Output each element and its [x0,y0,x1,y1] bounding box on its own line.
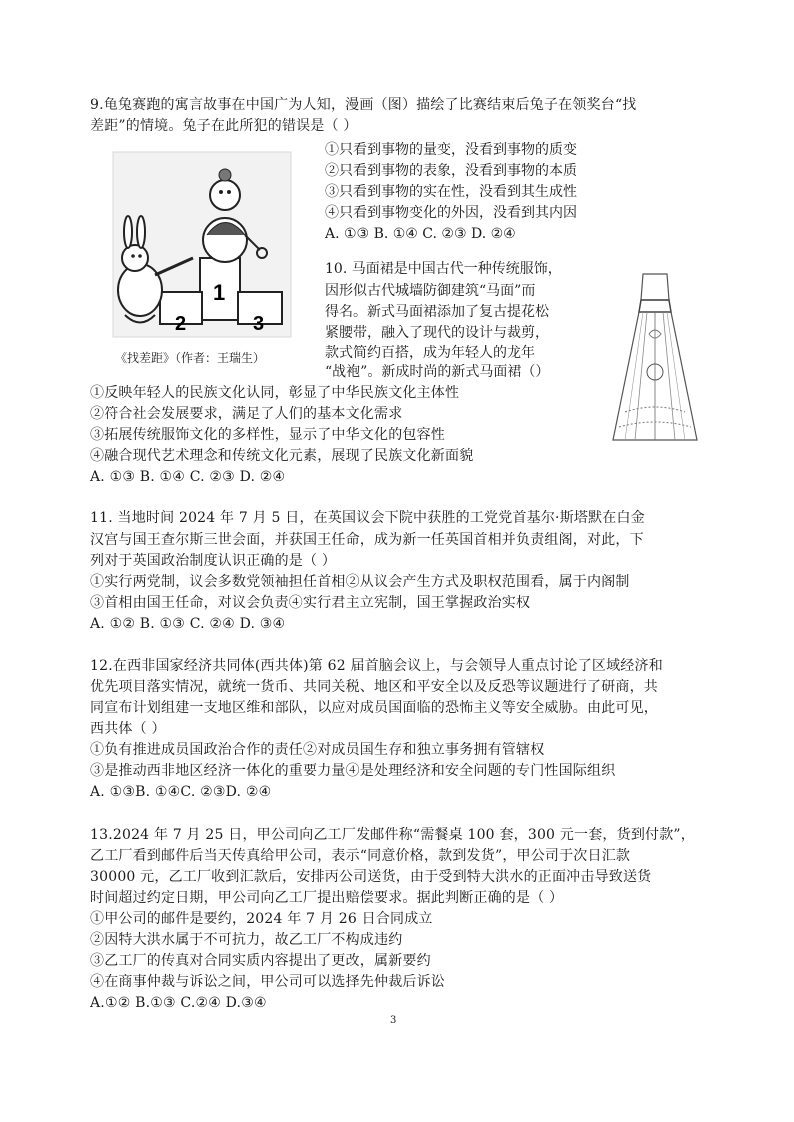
q10-stem-line-3: 得名。新式马面裙添加了复古提花松 [325,304,549,320]
q12-statement-2: ③是推动西非地区经济一体化的重要力量④是处理经济和安全问题的专门性国际组织 [90,763,616,779]
podium-second-label: 2 [175,313,187,335]
q9-option-2: ②只看到事物的表象，没看到事物的本质 [325,163,577,179]
q10-statement-1: ①反映年轻人的民族文化认同，彰显了中华民族文化主体性 [90,385,460,401]
q12-answer-choices: A. ①③B. ①④C. ②③D. ②④ [90,784,272,800]
q9-answer-choices: A. ①③ B. ①④ C. ②③ D. ②④ [325,226,516,242]
q10-stem-line-5: 款式简约百搭，成为年轻人的龙年 [325,345,535,361]
q13-statement-1: ①甲公司的邮件是要约，2024 年 7 月 26 日合同成立 [90,911,433,927]
q13-stem-line-1: 13.2024 年 7 月 25 日，甲公司向乙工厂发邮件称“需餐桌 100 套，300 元一套，货到付款”， [90,827,695,843]
q10-stem-line-1: 10. 马面裙是中国古代一种传统服饰， [325,261,562,277]
q11-statement-1: ①实行两党制，议会多数党领袖担任首相②从议会产生方式及职权范围看，属于内阁制 [90,574,630,590]
q13-stem-line-2: 乙工厂看到邮件后当天传真给甲公司，表示“同意价格，款到发货”，甲公司于次日汇款 [90,848,631,864]
q9-option-3: ③只看到事物的实在性，没看到其生成性 [325,184,577,200]
q12-stem-line-2: 优先项目落实情况，就统一货币、共同关税、地区和平安全以及反恐等议题进行了研商，共 [90,679,658,695]
q9-stem-line-2: 差距”的情境。兔子在此所犯的错误是（ ） [90,118,358,134]
q11-statement-2: ③首相由国王任命，对议会负责④实行君主立宪制，国王掌握政治实权 [90,595,531,611]
podium-first-label: 1 [213,280,226,305]
q13-statement-4: ④在商事仲裁与诉讼之间，甲公司可以选择先仲裁后诉讼 [90,974,445,990]
q11-stem-line-3: 列对于英国政治制度认识正确的是（ ） [90,553,337,569]
q10-statement-2: ②符合社会发展要求，满足了人们的基本文化需求 [90,406,403,422]
q13-answer-choices: A.①② B.①③ C.②④ D.③④ [90,995,267,1011]
comic-caption: 《找差距》（作者：王瑞生） [115,351,266,365]
q9-option-4: ④只看到事物变化的外因，没看到其内因 [325,205,577,221]
q11-stem-line-1: 11. 当地时间 2024 年 7 月 5 日，在英国议会下院中获胜的工党党首基尔·斯塔默在白金 [90,510,645,526]
q10-statement-4: ④融合现代艺术理念和传统文化元素，展现了民族文化新面貌 [90,448,474,464]
q10-stem-line-6: “战袍”。新成时尚的新式马面裙（） [325,364,550,380]
q10-stem-line-4: 紧腰带，融入了现代的设计与裁剪， [325,325,549,341]
comic-find-the-gap-figure [95,140,295,346]
q10-answer-choices: A. ①③ B. ①④ C. ②③ D. ②④ [90,469,286,485]
q11-stem-line-2: 汉宫与国王查尔斯三世会面，并获国王任命，成为新一任英国首相并负责组阁，对此，下 [90,532,644,548]
q13-stem-line-3: 30000 元，乙工厂收到汇款后，安排丙公司送货，由于受到特大洪水的正面冲击导致送货 [90,869,652,885]
q13-statement-3: ③乙工厂的传真对合同实质内容提出了更改，属新要约 [90,953,431,969]
podium-third-label: 3 [253,313,265,335]
q13-stem-line-4: 时间超过约定日期，甲公司向乙工厂提出赔偿要求。据此判断正确的是（ ） [90,890,564,906]
q10-statement-3: ③拓展传统服饰文化的多样性，显示了中华文化的包容性 [90,427,445,443]
q12-statement-1: ①负有推进成员国政治合作的责任②对成员国生存和独立事务拥有管辖权 [90,742,545,758]
q12-stem-line-4: 西共体（ ） [90,721,166,737]
horse-face-skirt-illustration [605,262,705,452]
q12-stem-line-3: 同宣布计划组建一支地区维和部队，以应对成员国面临的恐怖主义等安全威胁。由此可见， [90,700,658,716]
q10-stem-line-2: 因形似古代城墙防御建筑“马面”而 [325,283,536,299]
page-number: 3 [390,1015,397,1026]
q9-option-1: ①只看到事物的量变，没看到事物的质变 [325,142,577,158]
q13-statement-2: ②因特大洪水属于不可抗力，故乙工厂不构成违约 [90,932,403,948]
q9-stem-line-1: 9.龟兔赛跑的寓言故事在中国广为人知，漫画（图）描绘了比赛结束后兔子在领奖台“找 [90,97,637,113]
q11-answer-choices: A. ①② B. ①③ C. ②④ D. ③④ [90,616,286,632]
q12-stem-line-1: 12.在西非国家经济共同体(西共体)第 62 届首脑会议上，与会领导人重点讨论了区域经济和 [90,658,663,674]
